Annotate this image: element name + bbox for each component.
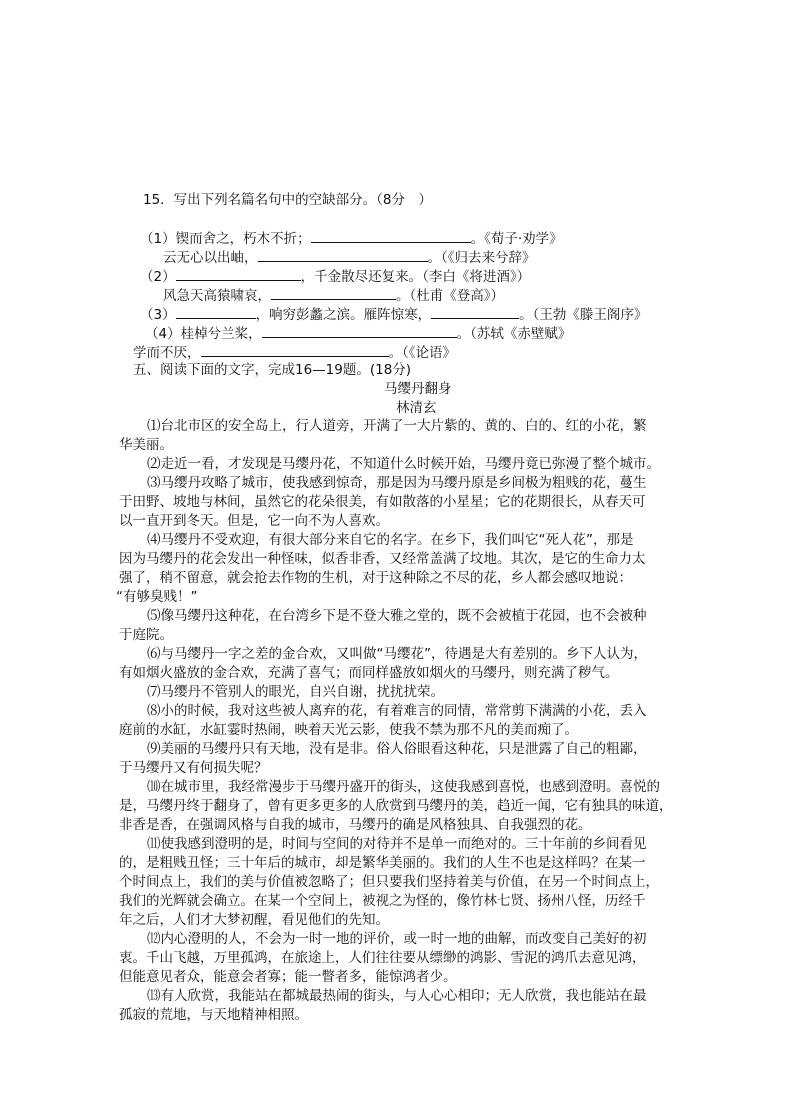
passage-line: 于庭院。: [119, 627, 173, 643]
q15-line-4-source: 。（杜甫《登高》）: [396, 288, 504, 304]
passage-line: 是，马缨丹终于翻身了，曾有更多更多的人欣赏到马缨丹的美，趋近一闻，它有独具的味道，: [119, 798, 673, 814]
q15-line-6-text: （4）桂棹兮兰桨，: [145, 326, 262, 342]
passage-line: ⑴台北市区的安全岛上，行人道旁，开满了一大片紫的、黄的、白的、红的小花，繁: [147, 418, 647, 434]
answer-blank: [201, 343, 389, 357]
q15-line-5-text: ，响穷彭蠡之滨。雁阵惊寒，: [255, 307, 432, 323]
passage-line: 但能意见者众，能意会者寡；能一瞥者多，能惊鸿者少。: [119, 969, 457, 985]
passage-line: 的，是粗贱丑怪；三十年后的城市，却是繁华美丽的。我们的人生不也是这样吗？在某一: [119, 855, 646, 871]
q15-line-5: [140, 305, 647, 324]
passage-line: ⑵走近一看，才发现是马缨丹花，不知道什么时候开始，马缨丹竟已弥漫了整个城市。: [147, 456, 660, 472]
answer-blank: [176, 267, 301, 281]
answer-blank: [258, 248, 428, 262]
passage-line: 孤寂的荒地，与天地精神相照。: [119, 1007, 308, 1023]
passage-line: 衷。千山飞越，万里孤鸿，在旅途上，人们往往要从缥缈的鸿影、雪泥的鸿爪去意见鸿，: [119, 950, 646, 966]
q15-line-1: [140, 229, 563, 248]
passage-title: 马缨丹翻身: [384, 381, 452, 397]
q15-line-6: [145, 324, 571, 343]
q15-line-2: [163, 248, 536, 267]
passage-line: 有如烟火盛放的金合欢，充满了喜气；而同样盛放如烟火的马缨丹，则充满了秽气。: [119, 665, 619, 681]
q15-line-4: [163, 286, 504, 305]
passage-line: ⑼美丽的马缨丹只有天地，没有是非。俗人俗眼看这种花，只是泄露了自己的粗鄙，: [147, 741, 647, 757]
passage-line: 年之后，人们才大梦初醒，看见他们的先知。: [119, 912, 389, 928]
passage-line: ⑽在城市里，我经常漫步于马缨丹盛开的街头，这使我感到喜悦，也感到澄明。喜悦的: [147, 779, 660, 795]
q15-line-5-num: （3）: [140, 307, 176, 323]
answer-blank: [271, 286, 396, 300]
passage-line: ⑿内心澄明的人，不会为一时一地的评价，或一时一地的曲解，而改变自己美好的初: [147, 931, 647, 947]
q15-line-6-source: 。（苏轼《赤壁赋》: [456, 326, 572, 342]
q15-line-7-source: 。（《论语》: [388, 345, 456, 361]
q15-line-5-source: 。（王勃《滕王阁序》: [519, 307, 648, 323]
passage-line: 于田野、坡地与林间，虽然它的花朵很美，有如散落的小星星；它的花期很长，从春天可: [119, 494, 646, 510]
q15-line-7: [133, 343, 456, 362]
q15-line-2-source: 。（《归去来兮辞》: [427, 250, 536, 266]
passage-line: 因为马缨丹的花会发出一种怪味，似香非香，又经常盖满了坟地。其次，是它的生命力太: [119, 551, 646, 567]
passage-line: 强了，稍不留意，就会抢去作物的生机，对于这种除之不尽的花，乡人都会感叹地说：: [119, 570, 632, 586]
passage-line: 于马缨丹又有何损失呢？: [119, 760, 268, 776]
q15-line-1-text: （1）锲而舍之，朽木不折；: [140, 231, 311, 247]
answer-blank: [311, 229, 471, 243]
answer-blank: [176, 305, 256, 319]
passage-line: “有够臭贱！”: [116, 589, 198, 605]
q15-line-3-text: ，千金散尽还复来。（李白《将进酒》）: [300, 269, 531, 285]
passage-line: ⑸像马缨丹这种花，在台湾乡下是不登大雅之堂的，既不会被植于花园，也不会被种: [147, 608, 647, 624]
q15-line-2-text: 云无心以出岫，: [163, 250, 258, 266]
passage-line: ⒀有人欣赏，我能站在都城最热闹的街头，与人心心相印；无人欣赏，我也能站在最: [147, 988, 647, 1004]
passage-line: 个时间点上，我们的美与价值被忽略了；但只要我们坚持着美与价值，在另一个时间点上，: [119, 874, 659, 890]
passage-line: 我们的光辉就会确立。在某一个空间上，被视之为怪的，像竹林七贤、扬州八怪，历经千: [119, 893, 646, 909]
q15-line-7-text: 学而不厌，: [133, 345, 201, 361]
passage-line: ⑻小的时候，我对这些被人离弃的花，有着难言的同情，常常剪下满满的小花，丢入: [147, 703, 647, 719]
passage-line: 庭前的水缸，水缸霎时热闹，映着天光云影，使我不禁为那不凡的美而痴了。: [119, 722, 578, 738]
passage-line: ⑶马缨丹攻略了城市，使我感到惊奇，那是因为马缨丹原是乡间极为粗贱的花，蔓生: [147, 475, 647, 491]
q15-line-4-text: 风急天高猿啸哀，: [163, 288, 271, 304]
passage-line: 以一直开到冬天。但是，它一向不为人喜欢。: [119, 513, 389, 529]
answer-blank: [262, 324, 457, 338]
q15-line-1-source: 。《荀子·劝学》: [470, 231, 563, 247]
passage-line: 华美丽。: [119, 437, 173, 453]
answer-blank: [431, 305, 519, 319]
q15-line-3: [140, 267, 530, 286]
passage-line: ⑷马缨丹不受欢迎，有很大部分来自它的名字。在乡下，我们叫它“死人花”，那是: [147, 532, 634, 548]
passage-line: ⑹与马缨丹一字之差的金合欢，又叫做“马缨花”，待遇是大有差别的。乡下人认为，: [147, 646, 647, 662]
passage-line: ⑺马缨丹不管别人的眼光，自兴自谢，扰扰扰荣。: [147, 684, 444, 700]
passage-line: 非香是香，在强调风格与自我的城市，马缨丹的确是风格独具、自我强烈的花。: [119, 817, 592, 833]
passage-line: ⑾使我感到澄明的是，时间与空间的对待并不是单一而绝对的。三十年前的乡间看见: [147, 836, 647, 852]
q15-line-3-num: （2）: [140, 269, 176, 285]
question-15-title: 15．写出下列名篇名句中的空缺部分。（8分 ）: [143, 192, 433, 208]
passage-author: 林清玄: [396, 400, 437, 416]
section-5-heading: 五、阅读下面的文字，完成16—19题。(18分): [133, 362, 412, 378]
